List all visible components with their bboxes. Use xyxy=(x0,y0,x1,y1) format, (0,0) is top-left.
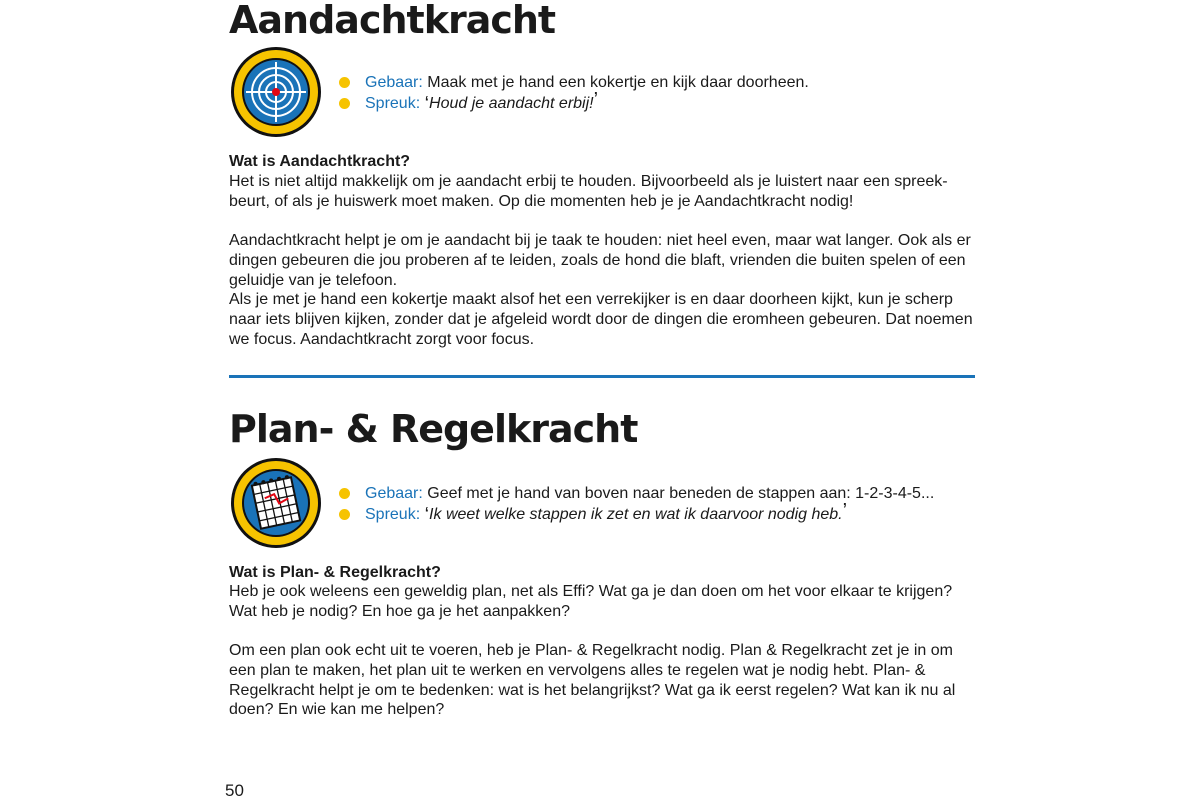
paragraph: Als je met je hand een kokertje maakt alsof het een verrekijker is en daar doorheen kijkt, kun je scherp naar iets blijven kijken, zonder dat je afgeleid wordt door de dingen die eromheen gebeuren. Dat noemen we focus. Aandachtkracht zorgt voor focus. xyxy=(229,291,973,348)
section-question: Wat is Plan- & Regelkracht? xyxy=(229,564,441,581)
gesture-text: Maak met je hand een kokertje en kijk daar doorheen. xyxy=(427,74,809,91)
close-quote-mark: ’ xyxy=(842,500,848,522)
section-title: Plan- & Regelkracht xyxy=(229,407,638,451)
saying-text: Ik weet welke stappen ik zet en wat ik daarvoor nodig heb. xyxy=(429,506,843,523)
section-plan-regelkracht xyxy=(229,0,975,730)
gesture-text: Geef met je hand van boven naar beneden de stappen aan: 1-2-3-4-5... xyxy=(427,485,935,502)
section-title: Aandachtkracht xyxy=(229,0,556,42)
saying-text: Houd je aandacht erbij! xyxy=(429,95,594,112)
close-quote-mark: ’ xyxy=(593,89,599,111)
saying-label: Spreuk: xyxy=(365,95,421,112)
section-question: Wat is Aandachtkracht? xyxy=(229,153,411,170)
saying-label: Spreuk: xyxy=(365,506,421,523)
calendar-icon xyxy=(229,456,323,550)
open-quote-mark: ‘ xyxy=(424,93,430,115)
paragraph: Aandachtkracht helpt je om je aandacht bij je taak te houden: niet heel even, maar wat langer. Ook als er dingen gebeuren die jou proberen af te leiden, zoals de hond die blaft, vrienden die buiten spelen of een geluidje van je telefoon. xyxy=(229,232,971,289)
bullet-list xyxy=(339,483,934,525)
paragraph: Om een plan ook echt uit te voeren, heb je Plan- & Regelkracht nodig. Plan & Regelkracht zet je in om een plan te maken, het plan uit te werken en vervolgens alles te regelen wat je nodig hebt. Plan- & Regelkracht helpt je om te bedenken: wat is het belangrijkst? Wat ga ik eerst regelen? Wat kan ik nu al doen? En wie kan me helpen? xyxy=(229,642,956,719)
paragraph: Heb je ook weleens een geweldig plan, net als Effi? Wat ga je dan doen om het voor elkaar te krijgen? Wat heb je nodig? En hoe ga je het aanpakken? xyxy=(229,583,953,620)
paragraph: Het is niet altijd makkelijk om je aandacht erbij te houden. Bijvoorbeeld als je luistert naar een spreek-beurt, of als je huiswerk moet maken. Op die momenten heb je je Aandachtkracht nodig! xyxy=(229,173,948,210)
gesture-label: Gebaar: xyxy=(365,485,423,502)
open-quote-mark: ‘ xyxy=(424,504,430,526)
saying-bullet xyxy=(339,500,934,526)
page-number: 50 xyxy=(225,781,244,800)
gesture-label: Gebaar: xyxy=(365,74,423,91)
